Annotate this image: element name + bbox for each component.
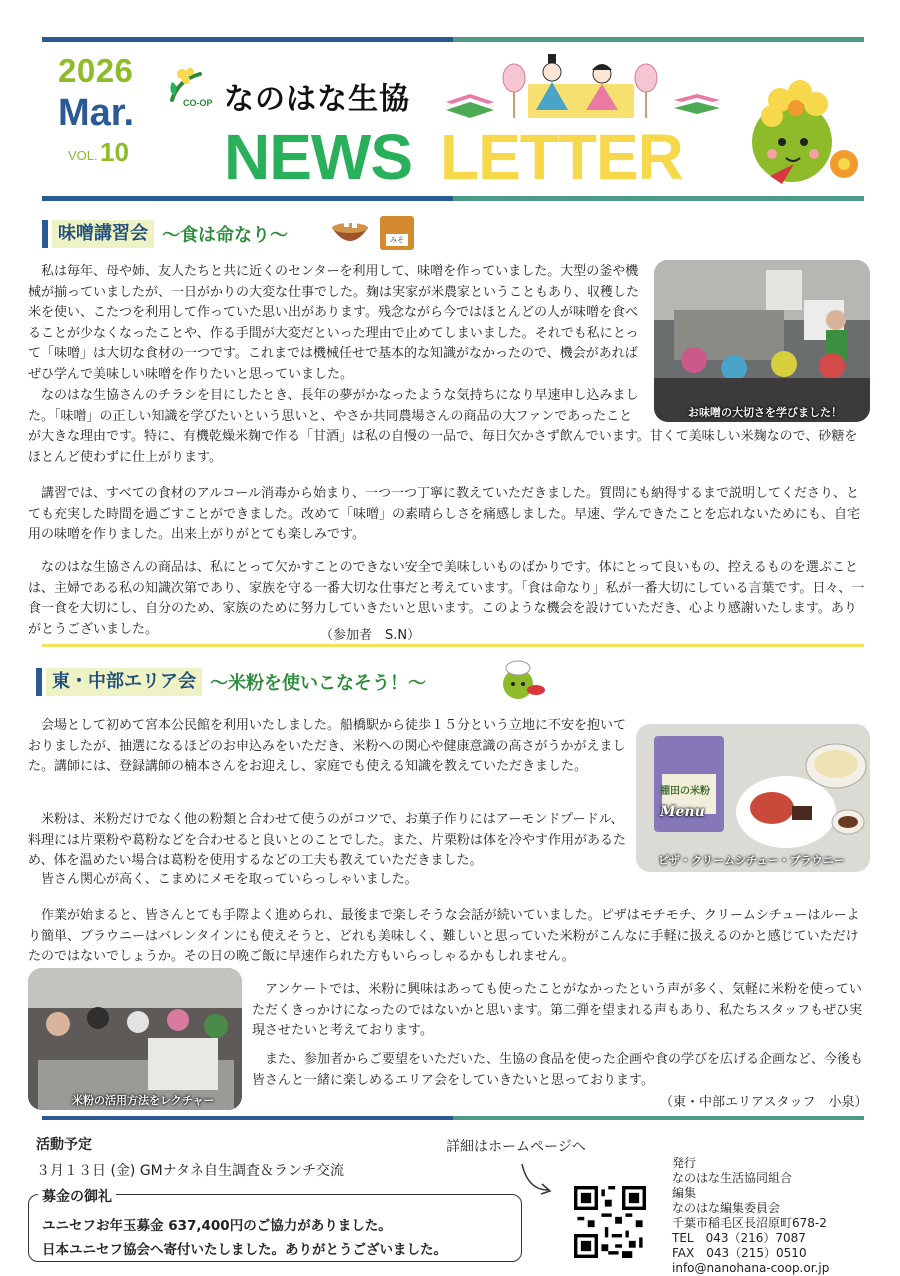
brand-name: なのはな生協 <box>224 82 410 117</box>
section2-para-2: 米粉は、米粉だけでなく他の粉類と合わせて使うのがコツで、お菓子作りにはアーモンドプードル、料理には片栗粉や葛粉などを合わせると良いとのことでした。また、片栗粉は体を冷やす作用があるため、体を温めたい場合は葛粉を使用するなどの工夫も教えていただきました。 <box>28 812 627 868</box>
section2-para-1: 会場として初めて宮本公民館を利用いたしました。船橋駅から徒歩１５分という立地に不安を抱いておりましたが、抽選になるほどのお申込みをいただき、米粉への関心や健康意識の高さがうかがえました。講師には、登録講師の楠本さんをお迎えし、家庭でも使える知識を教えていただきました。 <box>28 718 627 774</box>
lecture-photo-caption: 米粉の活用方法をレクチャー <box>72 1094 215 1107</box>
section2-heading <box>36 668 426 696</box>
volume-number: 10 <box>100 137 129 167</box>
homepage-note: 詳細はホームページへ <box>446 1139 586 1155</box>
volume-prefix: VOL. <box>68 148 98 163</box>
rice-flour-lecture-photo <box>28 968 242 1110</box>
chef-mascot-icon <box>494 658 548 702</box>
fax: FAX 043（215）0510 <box>672 1246 807 1260</box>
section1-para-2a: なのはな生協さんのチラシを目にしたとき、長年の夢がかなったような気持ちになり早速申し込みました。「味噌」の正しい知識を学びたいという思いと、やさか共同農場さんの商品の大ファンであったことが大きな理由です。特に、有機乾燥米麹で作る「甘酒」は私の自慢の一品で、毎日欠かさず飲んでいます。甘くて美味しい米麹なので、砂糖をほとんど使わずに仕上がります。 <box>28 388 858 465</box>
address: 千葉市稲毛区長沼原町678-2 <box>672 1216 827 1230</box>
section1-heading <box>42 220 288 248</box>
miso-photo-caption: お味噌の大切さを学びました！ <box>688 406 842 419</box>
title-news: NEWS <box>224 121 412 193</box>
donation-line-1: ユニセフお年玉募金 637,400円のご協力がありました。 <box>42 1218 392 1234</box>
tel: TEL 043（216）7087 <box>672 1231 806 1245</box>
publisher-name: なのはな生活協同組合 <box>672 1171 793 1185</box>
top-rule <box>42 37 864 42</box>
qr-code-icon[interactable] <box>574 1186 646 1258</box>
miso-box-icon <box>380 216 414 250</box>
rice-flour-bag-text: 棚田の米粉 <box>660 786 710 797</box>
section1-subtitle: ～食は命なり～ <box>162 225 288 246</box>
issue-month: Mar. <box>58 92 135 134</box>
hina-dolls-icon <box>440 48 670 120</box>
menu-label: Menu <box>660 804 705 820</box>
donation-title: 募金の御礼 <box>38 1186 116 1206</box>
section2-signature: （東・中部エリアスタッフ 小泉） <box>660 1095 868 1110</box>
section2-title: 東・中部エリア会 <box>46 668 202 696</box>
section1-para-3: 講習では、すべての食材のアルコール消毒から始まり、一つ一つ丁寧に教えていただきました。質問にも納得するまで説明してくださり、とても充実した時間を過ごすことができました。改めて「味噌」の素晴らしさを痛感しました。早速、学んできたことを忘れないためにも、自宅用の味噌を作りました。出来上がりがとても楽しみです。 <box>28 486 861 542</box>
section-divider <box>42 644 864 647</box>
section2-subtitle: ～米粉を使いこなそう！～ <box>210 673 426 694</box>
arrow-icon <box>518 1160 558 1200</box>
coop-logo-sub: CO-OP <box>183 98 213 108</box>
schedule-item: ３月１３日 (金) GMナタネ自生調査＆ランチ交流 <box>36 1163 345 1179</box>
miso-class-photo <box>654 260 870 422</box>
miso-soup-icon <box>328 214 372 250</box>
email-link[interactable]: info@nanohana-coop.or.jp <box>672 1261 830 1275</box>
section2-para-6: また、参加者からご要望をいただいた、生協の食品を使った企画や食の学びを広げる企画など、今後も皆さんと一緒に楽しめるエリア会をしていきたいと思っております。 <box>252 1052 864 1088</box>
publisher-block <box>672 1156 829 1276</box>
publisher-label: 発行 <box>672 1156 697 1170</box>
section1-para-4: なのはな生協さんの商品は、私にとって欠かすことのできない安全で美味しいものばかりです。体にとって良いもの、控えるものを選ぶことは、主婦である私の知識次第であり、家族を守る一番大切な仕事だと考えています。「食は命なり」私が一番大切にしている言葉です。日々、一食一食を大切にし、自分のため、家族のために努力していきたいと思います。このような機会を設けていただき、心より感謝いたします。ありがとうございました。 <box>28 560 865 637</box>
section2-para-5: アンケートでは、米粉に興味はあっても使ったことがなかったという声が多く、気軽に米粉を使っていただくきっかけになったのではないかと思います。第二弾を望まれる声もあり、私たちスタッフもぜひ実現させたいと考えております。 <box>252 982 862 1038</box>
miso-box-label: みそ <box>386 234 408 246</box>
editor-label: 編集 <box>672 1186 697 1200</box>
donation-line-2: 日本ユニセフ協会へ寄付いたしました。ありがとうございました。 <box>42 1242 447 1258</box>
section1-para-1: 私は毎年、母や姉、友人たちと共に近くのセンターを利用して、味噌を作っていました。大型の釜や機械が揃っていましたが、一日がかりの大変な仕事でした。麹は実家が米農家ということもあり、収穫した米を使い、こたつを利用して作っていた思い出があります。残念ながら今ではほとんどの人が味噌を食べることが少なくなったことや、作る手間が大変だといった理由で止めてしまいました。それでも私にとって「味噌」は大切な食材の一つです。これまでは機械任せで基本的な知識がなかったので、機会があればぜひ学んで美味しい味噌を作りたいと思っていました。 <box>28 264 640 382</box>
menu-photo-caption: ピザ・クリームシチュー・ブラウニー <box>658 854 845 867</box>
section2-para-4: 作業が始まると、皆さんとても手際よく進められ、最後まで楽しそうな会話が続いていました。ピザはモチモチ、クリームシチューはルーより簡単、ブラウニーはバレンタインにも使えそうと、どれも美味しく、難しいと思っていた米粉がこんなに手軽に扱えるのかと感じていただけたのではないでしょうか。その日の晩ご飯に早速作られた方もいらっしゃるかもしれません。 <box>28 908 860 964</box>
hishimochi-icon <box>672 92 722 118</box>
issue-year: 2026 <box>58 52 134 89</box>
mascot-icon <box>742 72 870 190</box>
editor-name: なのはな編集委員会 <box>672 1201 781 1215</box>
rice-flour-menu-photo <box>636 724 870 872</box>
section2-para-3: 皆さん関心が高く、こまめにメモを取っていらっしゃいました。 <box>41 872 418 887</box>
masthead-rule <box>42 196 864 201</box>
footer-rule <box>42 1116 864 1120</box>
section1-title: 味噌講習会 <box>52 220 154 248</box>
title-letter: LETTER <box>440 121 683 193</box>
schedule-title: 活動予定 <box>36 1137 92 1153</box>
section1-signature: （参加者 S.N） <box>320 628 421 643</box>
